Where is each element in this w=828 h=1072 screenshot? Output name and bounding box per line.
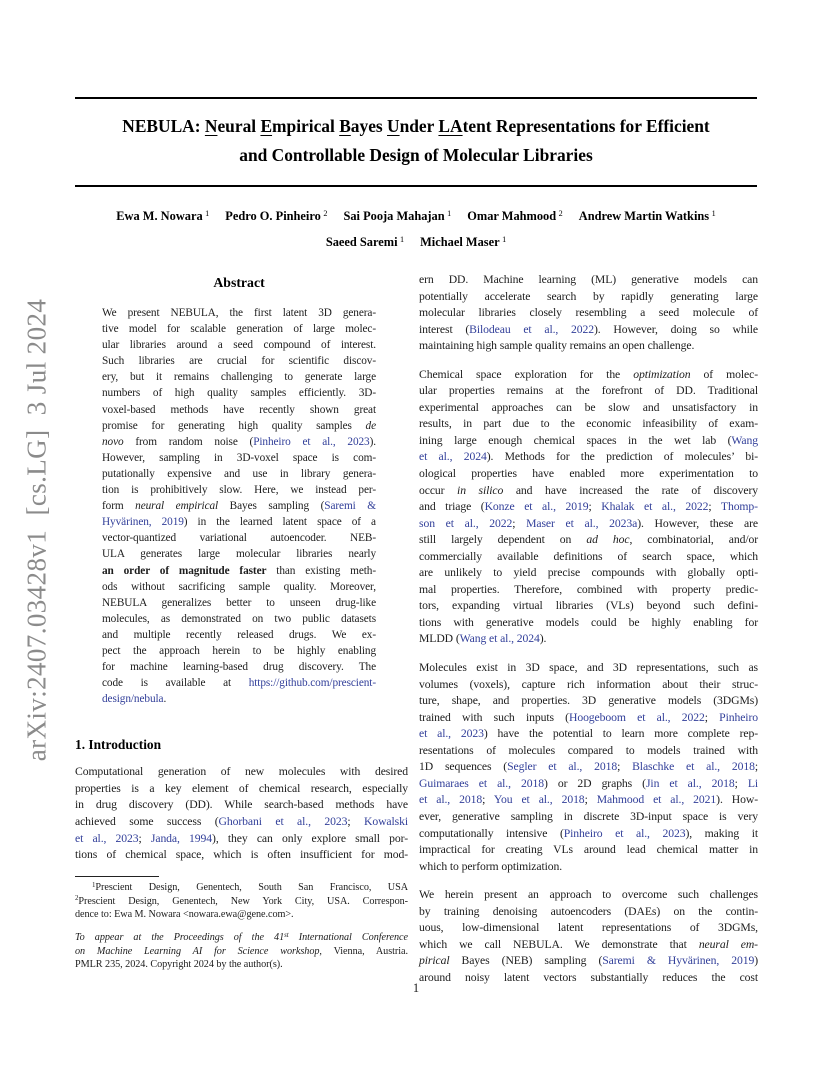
page-number: 1 xyxy=(412,981,420,995)
text-segment: and have increased the rate of discovery xyxy=(503,483,758,497)
text-line xyxy=(102,611,376,627)
header-rule-top xyxy=(75,97,757,99)
text-segment: putationally expensive and use in library genera- xyxy=(102,467,376,480)
paper-title-line-2: and Controllable Design of Molecular Libraries xyxy=(239,145,593,165)
text-line xyxy=(419,842,758,859)
author-affiliation-sup: 1 xyxy=(205,209,210,219)
text-segment: ) have the potential to learn more complete rep- xyxy=(483,727,758,741)
text-line xyxy=(75,814,408,831)
text-segment: and multiple recently released drugs. We ex- xyxy=(102,628,376,641)
text-segment: st xyxy=(284,932,289,940)
text-segment: Molecules exist in 3D space, and 3D representations, such as xyxy=(419,661,758,675)
text-line xyxy=(102,530,376,546)
citation-link[interactable]: Segler et al., 2018 xyxy=(507,760,618,774)
text-segment: Prescient Design, Genentech, New York City, USA. Correspon- xyxy=(78,895,408,907)
text-line xyxy=(102,337,376,353)
text-line xyxy=(419,726,758,743)
text-line xyxy=(419,759,758,776)
text-line xyxy=(419,920,758,937)
text-segment: ; xyxy=(754,760,759,774)
text-segment: ). However, these are xyxy=(637,516,758,530)
body-paragraph xyxy=(419,367,758,648)
text-line xyxy=(102,353,376,369)
text-segment: results, in part due to the economic infeasibility of exam- xyxy=(419,417,758,431)
text-segment: are unlikely to yield precise compounds with globally opti- xyxy=(419,566,758,580)
text-segment: ern DD. Machine learning (ML) generative models can xyxy=(419,273,758,286)
text-segment: B xyxy=(339,116,351,136)
author-affiliation-sup: 1 xyxy=(447,209,452,219)
text-line xyxy=(102,563,376,579)
text-line xyxy=(419,710,758,727)
text-segment: potentially accelerate search by rapidly generating large xyxy=(419,289,758,303)
text-segment: mpirical xyxy=(272,116,340,136)
text-segment: molecules, as demonstrated on two public datasets xyxy=(102,612,376,625)
text-segment: in silico xyxy=(457,483,504,497)
text-segment: E xyxy=(260,116,273,136)
text-segment: ; xyxy=(734,776,748,790)
abstract-section xyxy=(102,275,376,707)
author-affiliation-sup: 1 xyxy=(711,209,716,219)
text-segment: ). xyxy=(539,632,547,646)
text-segment: ever, generative sampling in discrete 3D-input space is very xyxy=(419,809,758,823)
citation-link[interactable]: Hyvärinen, 2019 xyxy=(102,516,184,529)
text-segment: ; xyxy=(584,793,597,807)
text-line xyxy=(102,369,376,385)
text-segment: Bayes (NEB) sampling ( xyxy=(449,954,603,968)
text-segment: ) or 2D graphs ( xyxy=(543,776,646,790)
text-segment: form xyxy=(102,500,136,513)
citation-link[interactable]: Jin et al., 2018 xyxy=(645,776,735,790)
paper-title-line-1 xyxy=(75,112,757,141)
text-line xyxy=(419,449,758,466)
text-line xyxy=(75,882,408,896)
citation-link[interactable]: Pinheiro et al., 2023 xyxy=(563,826,686,840)
text-line xyxy=(102,546,376,562)
abstract-text xyxy=(102,305,376,707)
text-line xyxy=(419,383,758,400)
text-segment: Computational generation of new molecules with desired xyxy=(75,765,408,779)
text-segment: , Vienna, Austria. xyxy=(319,946,408,958)
text-line xyxy=(102,675,376,691)
author-name: Pedro O. Pinheiro $^2$ xyxy=(225,209,328,223)
footnotes xyxy=(75,882,408,923)
text-segment: MLDD ( xyxy=(419,632,460,646)
text-segment: de xyxy=(365,419,376,432)
text-segment: ULA generates large molecular libraries nearly xyxy=(102,548,376,561)
introduction-text xyxy=(75,764,408,863)
text-segment: eural xyxy=(217,116,261,136)
text-segment: dence to: Ewa M. Nowara <nowara.ewa@gene.com>. xyxy=(75,909,294,921)
author-name: Ewa M. Nowara $^1$ xyxy=(116,209,210,223)
text-segment: ). xyxy=(369,435,376,448)
text-line xyxy=(419,516,758,533)
text-segment: NEBULA: xyxy=(122,116,205,136)
author-affiliation-sup: 2 xyxy=(558,209,563,219)
text-segment: voxel-based methods have recently shown great xyxy=(102,403,376,416)
text-segment: We herein present an approach to overcome such challenges xyxy=(419,888,758,902)
text-segment: ture, shape, and properties. 3D generative models (3DGMs) xyxy=(419,694,758,708)
author-name: Saeed Saremi $^1$ xyxy=(325,235,405,249)
text-segment: by training denoising autoencoders (DAEs) on the contin- xyxy=(419,904,758,918)
text-line xyxy=(419,826,758,843)
text-line xyxy=(75,781,408,798)
author-name: Omar Mahmood $^2$ xyxy=(467,209,563,223)
header-rule-bottom xyxy=(75,185,757,187)
citation-link[interactable]: Mahmood et al., 2021 xyxy=(596,793,717,807)
text-segment: To appear at the Proceedings of the 41 xyxy=(75,932,285,944)
text-segment: ), making it xyxy=(685,826,759,840)
citation-link[interactable]: Thomp- xyxy=(720,500,758,514)
text-line xyxy=(419,338,758,355)
text-segment: We present NEBULA, the first latent 3D genera- xyxy=(102,307,376,319)
text-segment: ; xyxy=(512,516,527,530)
text-segment: properties is a key element of chemical research, especially xyxy=(75,781,408,795)
text-line xyxy=(102,643,376,659)
text-segment: neural em- xyxy=(698,937,758,951)
text-segment: ), they can only explore small por- xyxy=(212,831,408,845)
text-line xyxy=(102,659,376,675)
text-segment: 2 xyxy=(75,895,79,903)
text-segment: ) in the learned latent space of a xyxy=(183,516,376,529)
text-line xyxy=(102,450,376,466)
text-line xyxy=(75,909,408,922)
authors-line-1 xyxy=(75,204,757,230)
citation-link[interactable]: You et al., 2018 xyxy=(493,793,585,807)
text-segment: than existing meth- xyxy=(266,564,376,577)
text-segment: tions with generative models could be highly enabling for xyxy=(419,615,758,629)
author-affiliation-sup: 2 xyxy=(323,209,328,219)
text-segment: Bayes sampling ( xyxy=(218,500,325,513)
body-paragraph xyxy=(419,660,758,875)
citation-link[interactable]: et al., 2023 xyxy=(419,727,484,741)
text-segment: computationally intensive ( xyxy=(419,826,564,840)
text-segment: numbers of high quality samples efficiently. 3D- xyxy=(102,387,376,400)
text-line xyxy=(102,402,376,418)
citation-link[interactable]: Hoogeboom et al., 2022 xyxy=(568,710,705,724)
footnote-rule xyxy=(75,876,159,877)
text-segment: volumes (voxels), capture rich information about their struc- xyxy=(419,677,758,691)
text-line xyxy=(75,831,408,848)
citation-link[interactable]: son et al., 2022 xyxy=(419,516,513,530)
text-segment: mal properties. Therefore, combined with property predic- xyxy=(419,582,758,596)
left-column xyxy=(75,273,408,972)
text-segment: code is available at xyxy=(102,677,249,690)
text-line xyxy=(419,615,758,632)
text-segment: N xyxy=(204,116,218,136)
citation-link[interactable]: Konze et al., 2019 xyxy=(484,500,589,514)
text-segment: molecular libraries closely resembling a seed molecule of xyxy=(419,306,758,320)
text-segment: tive model for scalable generation of large molec- xyxy=(102,323,376,336)
citation-link[interactable]: Pinheiro et al., 2023 xyxy=(253,435,370,448)
text-segment: resentations of molecules compared to models trained with xyxy=(419,743,758,757)
text-line xyxy=(102,385,376,401)
text-segment: ; xyxy=(482,793,494,807)
text-segment: Chemical space exploration for the xyxy=(419,367,634,381)
text-line xyxy=(102,418,376,434)
text-line xyxy=(419,792,758,809)
text-segment: promise for generating high quality samples xyxy=(102,419,366,432)
citation-link[interactable]: Khalak et al., 2022 xyxy=(601,500,709,514)
text-line xyxy=(419,743,758,760)
text-segment: 1 xyxy=(92,881,96,889)
text-segment: achieved some success ( xyxy=(75,814,219,828)
url-link[interactable]: design/nebula xyxy=(102,693,164,706)
text-segment: which to perform optimization. xyxy=(419,859,563,873)
text-line xyxy=(419,693,758,710)
citation-link[interactable]: Blaschke et al., 2018 xyxy=(632,760,755,774)
text-line xyxy=(102,514,376,530)
text-segment: ). Methods for the prediction of molecules’ bi- xyxy=(486,450,759,464)
text-segment: ). How- xyxy=(716,793,758,807)
text-line xyxy=(75,764,408,781)
text-segment: from random noise ( xyxy=(123,435,254,448)
text-line xyxy=(419,565,758,582)
text-line xyxy=(75,959,408,972)
text-segment: on Machine Learning AI for Science workshop xyxy=(75,946,320,958)
text-line xyxy=(102,595,376,611)
text-segment: interest ( xyxy=(419,322,470,336)
text-segment: ) xyxy=(754,954,758,968)
text-segment: still largely dependent on xyxy=(419,533,587,547)
text-line xyxy=(419,416,758,433)
text-segment: Such libraries are crucial for scientific discov- xyxy=(102,355,376,368)
text-segment: ery, but it remains challenging to generate large xyxy=(102,371,376,384)
text-segment: of molec- xyxy=(690,367,758,381)
text-segment: around noisy latent vectors substantially reduces the cost xyxy=(419,970,758,984)
text-segment: optimization xyxy=(633,367,691,381)
text-segment: vector-quantized variational autoencoder. NEB- xyxy=(102,532,376,545)
text-line xyxy=(75,847,408,864)
text-segment: in drug discovery (DD). While search-based methods have xyxy=(75,798,408,812)
citation-link[interactable]: Saremi & xyxy=(324,500,376,513)
citation-link[interactable]: Janda, 1994 xyxy=(150,831,213,845)
text-line xyxy=(419,466,758,483)
text-segment: U xyxy=(387,116,400,136)
text-segment: ining large enough chemical spaces in the wet lab ( xyxy=(419,433,732,447)
text-line xyxy=(102,691,376,707)
authors-line-2 xyxy=(75,230,757,256)
text-segment: ). However, doing so while xyxy=(594,322,758,336)
author-name: Sai Pooja Mahajan $^1$ xyxy=(343,209,452,223)
text-segment: Prescient Design, Genentech, South San Francisco, USA xyxy=(95,881,408,893)
text-line xyxy=(75,946,408,959)
text-line xyxy=(419,904,758,921)
text-segment: ; xyxy=(704,710,720,724)
arxiv-watermark: arXiv:2407.03428v1 [cs.LG] 3 Jul 2024 xyxy=(21,298,52,762)
text-line xyxy=(419,272,758,289)
text-line xyxy=(102,305,376,321)
text-segment: experimental approaches can be slow and unsatisfactory in xyxy=(419,400,758,414)
text-segment: tion is prohibitively slow. Here, we instead per- xyxy=(102,484,376,497)
text-segment: International Conference xyxy=(288,932,408,944)
url-link[interactable]: https://github.com/prescient- xyxy=(248,677,376,690)
body-paragraph xyxy=(419,272,758,355)
citation-link[interactable]: Kowalski xyxy=(364,814,408,828)
text-segment: novo xyxy=(102,435,124,448)
citation-link[interactable]: et al., 2024 xyxy=(419,450,487,464)
text-line xyxy=(419,887,758,904)
text-segment: ular properties remains at the forefront of DD. Traditional xyxy=(419,384,758,398)
text-segment: ; xyxy=(138,831,151,845)
text-line xyxy=(419,499,758,516)
text-line xyxy=(102,482,376,498)
text-line xyxy=(419,937,758,954)
text-segment: tions of chemical space, which is often insufficient for mod- xyxy=(75,848,408,862)
text-segment: nder xyxy=(399,116,439,136)
text-line xyxy=(75,896,408,910)
text-line xyxy=(419,549,758,566)
text-line xyxy=(419,400,758,417)
paper-title xyxy=(75,112,757,170)
text-line xyxy=(419,532,758,549)
text-segment: ad hoc xyxy=(586,533,630,547)
text-line xyxy=(419,289,758,306)
text-line xyxy=(419,859,758,876)
citation-link[interactable]: et al., 2023 xyxy=(75,831,139,845)
citation-link[interactable]: Saremi & Hyvärinen, 2019 xyxy=(602,954,755,968)
text-segment: . xyxy=(163,693,167,706)
section-heading-introduction: 1. Introduction xyxy=(75,737,162,753)
text-line xyxy=(419,483,758,500)
text-line xyxy=(419,660,758,677)
text-line xyxy=(419,433,758,450)
body-paragraph xyxy=(419,887,758,986)
text-segment: LA xyxy=(438,116,463,136)
text-segment: ; xyxy=(347,814,364,828)
text-line xyxy=(419,305,758,322)
text-segment: and triage ( xyxy=(419,500,485,514)
author-affiliation-sup: 1 xyxy=(400,235,405,245)
text-line xyxy=(419,776,758,793)
text-segment: NEBULA generalizes better to unseen drug-like xyxy=(102,596,376,609)
text-segment: occur xyxy=(419,483,458,497)
text-segment: ; xyxy=(617,760,633,774)
text-line xyxy=(419,631,758,648)
text-segment: which we call NEBULA. We demonstrate that xyxy=(419,937,699,951)
text-line xyxy=(102,434,376,450)
text-segment: pect the approach herein to be highly enabling xyxy=(102,644,376,657)
text-line xyxy=(102,321,376,337)
text-segment: ular libraries around a seed compound of interest. xyxy=(102,339,376,352)
citation-link[interactable]: Ghorbani et al., 2023 xyxy=(218,814,348,828)
text-segment: ayes xyxy=(350,116,388,136)
abstract-heading: Abstract xyxy=(213,275,265,290)
citation-link[interactable]: Li xyxy=(747,776,758,790)
author-affiliation-sup: 1 xyxy=(502,235,507,245)
citation-link[interactable]: Bilodeau et al., 2022 xyxy=(469,322,594,336)
author-name: Michael Maser $^1$ xyxy=(420,235,507,249)
text-segment: , combinatorial, and/or xyxy=(629,533,759,547)
text-line xyxy=(102,579,376,595)
text-segment: for machine learning-based drug discovery. The xyxy=(102,661,376,674)
text-segment: tent Representations for Efficient xyxy=(462,116,710,136)
text-segment: ological properties have enabled more experimentation to xyxy=(419,467,758,481)
text-segment: trained with such inputs ( xyxy=(419,710,569,724)
citation-link[interactable]: Pinheiro xyxy=(719,710,758,724)
text-segment: uous, low-dimensional latent representations of 3DGMs, xyxy=(419,921,758,935)
text-segment: ods without sacrificing sample quality. Moreover, xyxy=(102,580,376,593)
text-line xyxy=(419,367,758,384)
text-line xyxy=(102,627,376,643)
text-segment: neural empirical xyxy=(135,500,219,513)
citation-link[interactable]: et al., 2018 xyxy=(419,793,483,807)
author-name: Andrew Martin Watkins $^1$ xyxy=(578,209,716,223)
text-segment: tors, expanding virtual libraries (VLs) beyond such defini- xyxy=(419,599,758,613)
text-segment: impractical for creating VLs around lead chemical matter in xyxy=(419,843,758,857)
right-column xyxy=(419,272,758,986)
text-line xyxy=(419,582,758,599)
conference-note xyxy=(75,932,408,972)
citation-link[interactable]: Maser et al., 2023a xyxy=(526,516,638,530)
text-line xyxy=(75,932,408,946)
text-segment: commercially available definitions of search space, which xyxy=(419,549,758,563)
text-segment: 1D sequences ( xyxy=(419,760,508,774)
text-line xyxy=(102,498,376,514)
text-line xyxy=(419,322,758,339)
authors-block xyxy=(75,204,757,256)
text-segment: an order of magnitude faster xyxy=(102,564,267,577)
citation-link[interactable]: Wang et al., 2024 xyxy=(459,632,540,646)
text-segment: ; xyxy=(588,500,602,514)
text-segment: However, sampling in 3D-voxel space is com- xyxy=(102,451,376,464)
text-line xyxy=(419,953,758,970)
text-segment: pirical xyxy=(419,954,450,968)
text-line xyxy=(419,677,758,694)
citation-link[interactable]: Wang xyxy=(731,433,758,447)
citation-link[interactable]: Guimaraes et al., 2018 xyxy=(419,776,544,790)
text-segment: maintaining high sample quality remains an open challenge. xyxy=(419,339,695,353)
text-segment: PMLR 235, 2024. Copyright 2024 by the author(s). xyxy=(75,959,283,971)
text-line xyxy=(419,809,758,826)
text-line xyxy=(102,466,376,482)
text-segment: ; xyxy=(708,500,721,514)
text-line xyxy=(75,797,408,814)
text-line xyxy=(419,598,758,615)
